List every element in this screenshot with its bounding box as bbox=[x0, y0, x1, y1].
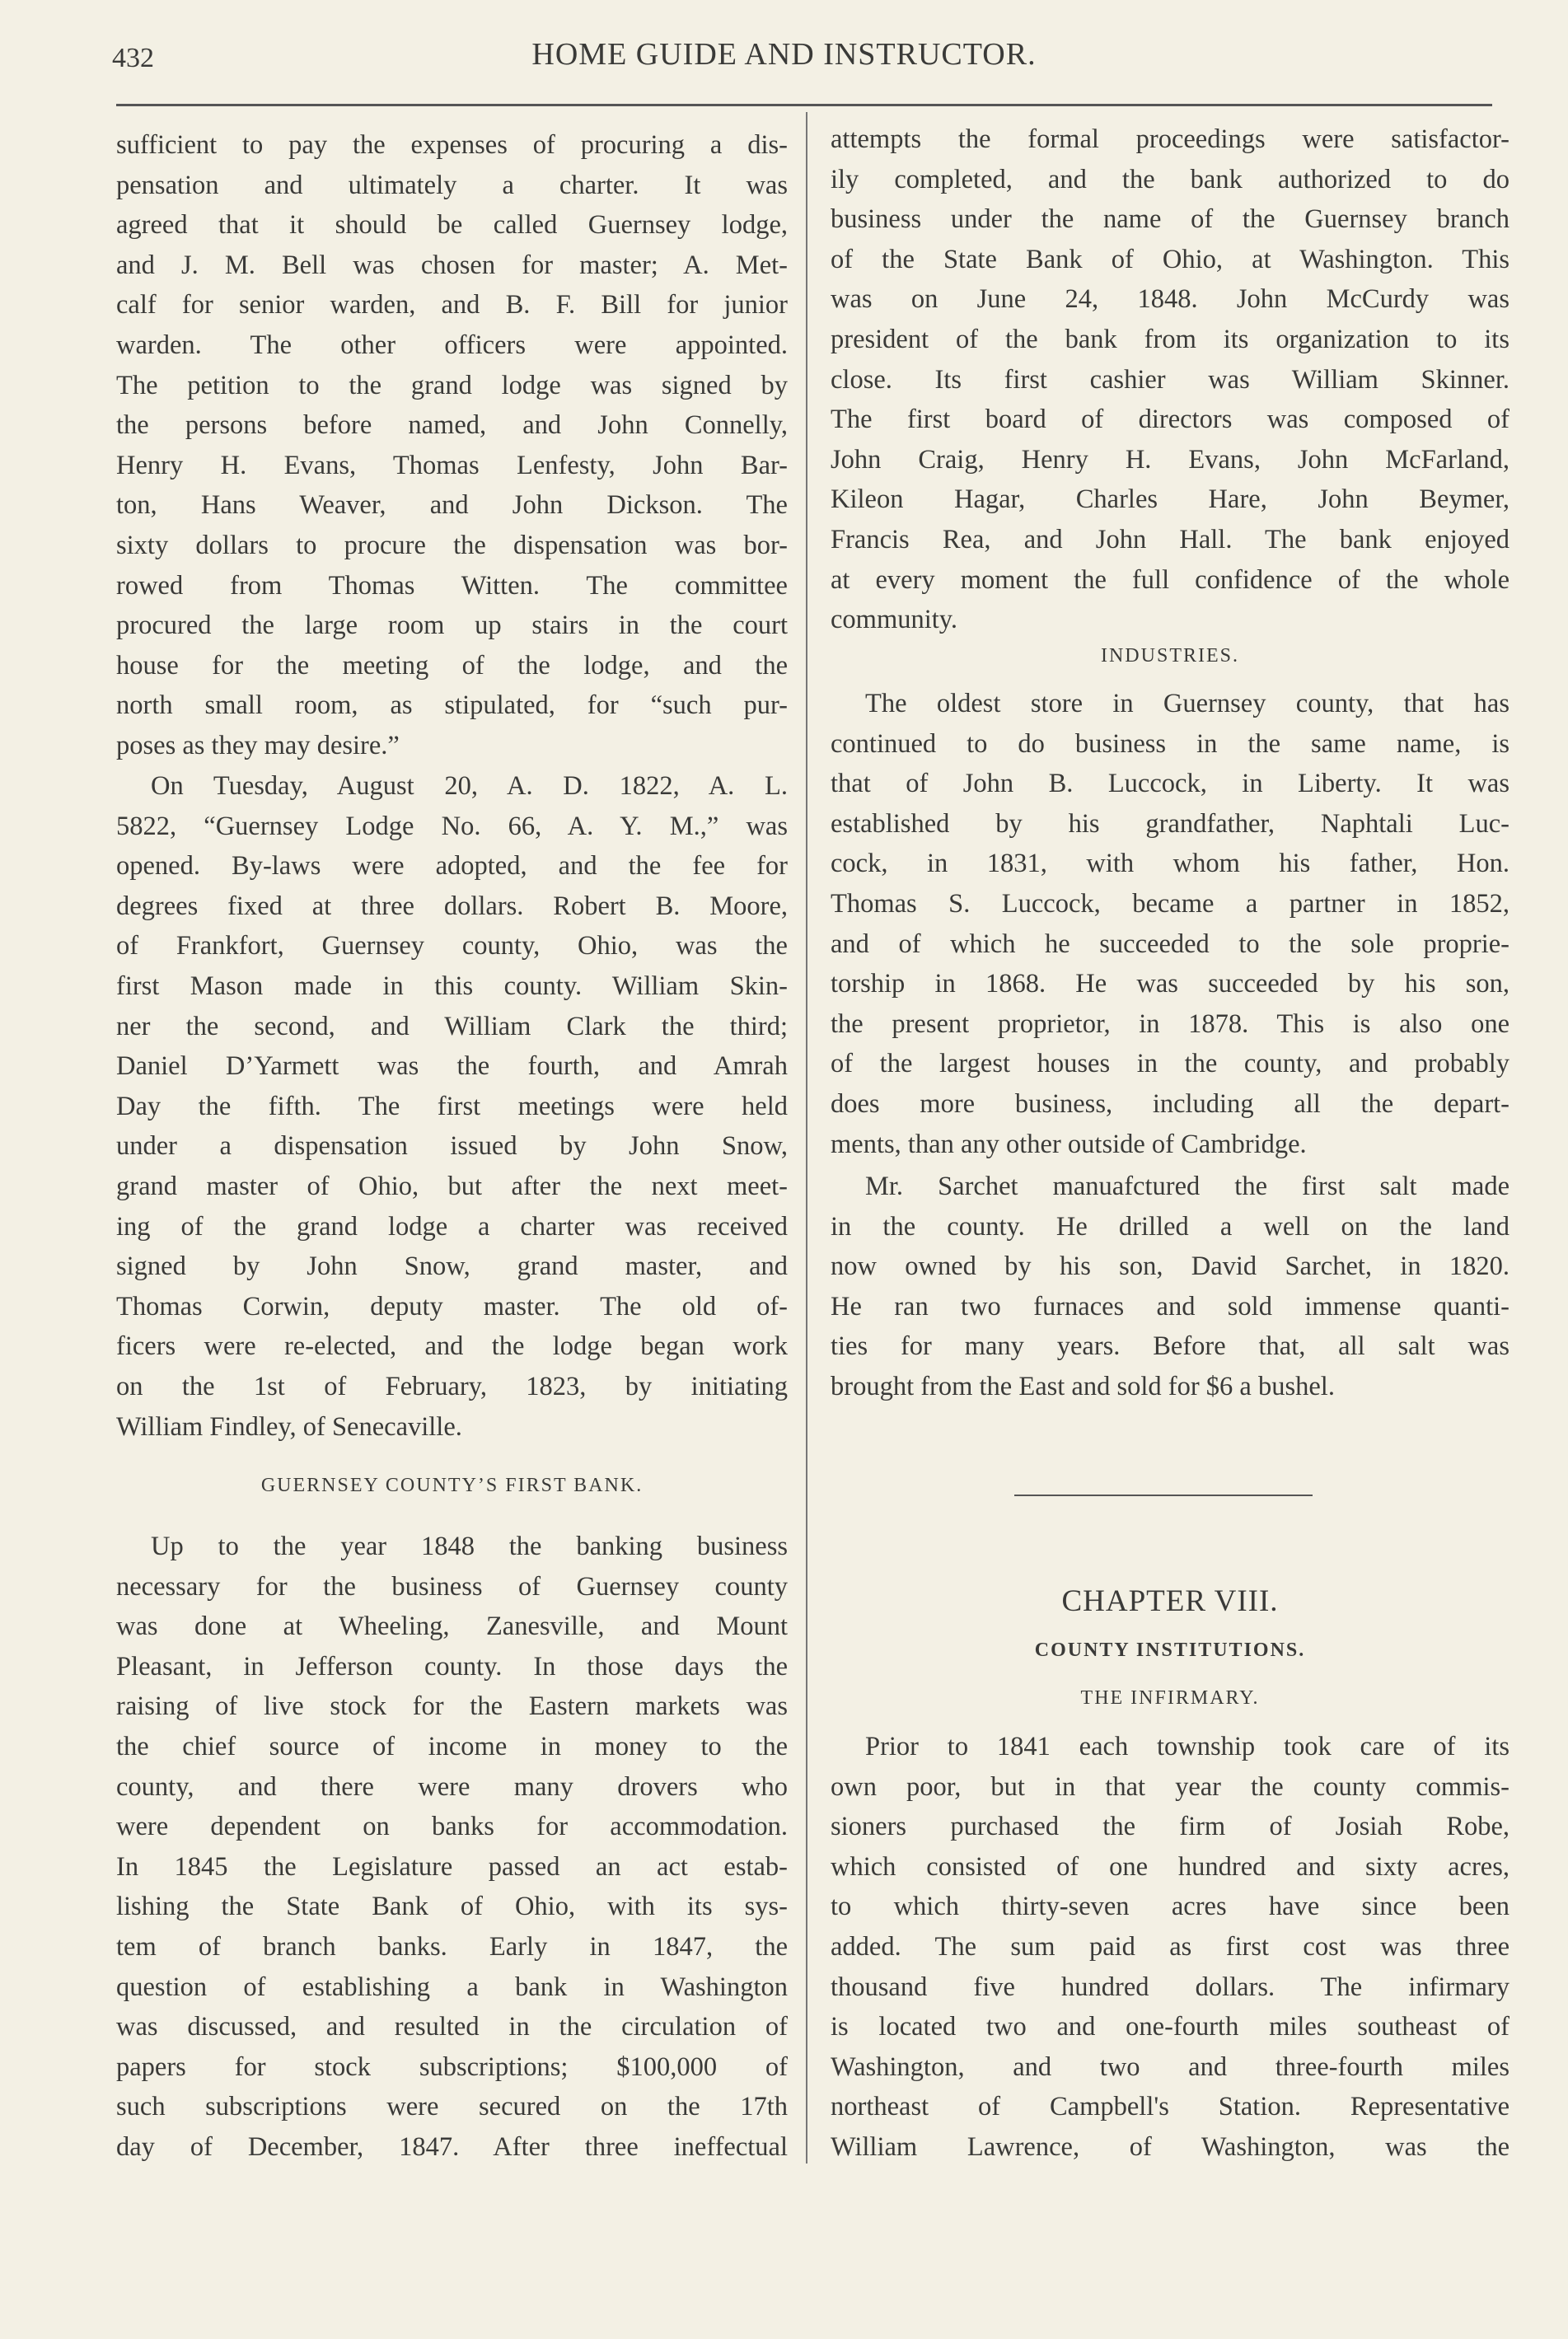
text-line: and of which he succeeded to the sole proprie- bbox=[831, 929, 1509, 959]
paragraph bbox=[831, 684, 1509, 1164]
text-line: Prior to 1841 each township took care of its bbox=[865, 1732, 1509, 1761]
paragraph bbox=[116, 766, 788, 1447]
text-line: of the State Bank of Ohio, at Washington. This bbox=[831, 244, 1509, 274]
text-line: cock, in 1831, with whom his father, Hon. bbox=[831, 849, 1509, 879]
text-line: signed by John Snow, grand master, and bbox=[116, 1251, 788, 1282]
text-line: does more business, including all the depart- bbox=[831, 1088, 1509, 1119]
text-line: ton, Hans Weaver, and John Dickson. The bbox=[116, 490, 788, 521]
text-line: The oldest store in Guernsey county, that has bbox=[865, 689, 1509, 718]
text-line: procured the large room up stairs in the court bbox=[116, 610, 788, 641]
text-line: tem of branch banks. Early in 1847, the bbox=[116, 1931, 788, 1962]
text-line: the chief source of income in money to the bbox=[116, 1731, 788, 1761]
text-line: opened. By-laws were adopted, and the fee for bbox=[116, 851, 788, 882]
text-line: Thomas S. Luccock, became a partner in 1852, bbox=[831, 888, 1509, 919]
text-line: Washington, and two and three-fourth miles bbox=[831, 2051, 1509, 2082]
text-line: necessary for the business of Guernsey county bbox=[116, 1571, 788, 1602]
text-line: ments, than any other outside of Cambridge. bbox=[831, 1129, 1307, 1159]
text-line: Day the fifth. The first meetings were held bbox=[116, 1091, 788, 1121]
text-line: which consisted of one hundred and sixty acres, bbox=[831, 1851, 1509, 1882]
paragraph bbox=[831, 1727, 1509, 2168]
text-line: now owned by his son, David Sarchet, in 1820. bbox=[831, 1251, 1509, 1282]
text-line: day of December, 1847. After three ineffectual bbox=[116, 2131, 788, 2162]
text-line: Kileon Hagar, Charles Hare, John Beymer, bbox=[831, 484, 1509, 515]
text-line: business under the name of the Guernsey branch bbox=[831, 204, 1509, 235]
text-line: Thomas Corwin, deputy master. The old of- bbox=[116, 1291, 788, 1322]
text-line: agreed that it should be called Guernsey lodge, bbox=[116, 210, 788, 241]
text-line: president of the bank from its organization to its bbox=[831, 324, 1509, 354]
text-line: is located two and one-fourth miles southeast of bbox=[831, 2012, 1509, 2042]
text-line: ing of the grand lodge a charter was received bbox=[116, 1211, 788, 1242]
text-line: added. The sum paid as first cost was three bbox=[831, 1931, 1509, 1962]
text-line: the persons before named, and John Connelly, bbox=[116, 410, 788, 441]
text-line: grand master of Ohio, but after the next meet- bbox=[116, 1171, 788, 1201]
text-line: sixty dollars to procure the dispensation was bor- bbox=[116, 530, 788, 560]
chapter-subtitle: COUNTY INSTITUTIONS. bbox=[1034, 1640, 1306, 1661]
text-line: Henry H. Evans, Thomas Lenfesty, John Bar- bbox=[116, 450, 788, 480]
running-title: HOME GUIDE AND INSTRUCTOR. bbox=[531, 37, 1037, 72]
text-line: county, and there were many drovers who bbox=[116, 1771, 788, 1802]
text-line: ily completed, and the bank authorized to do bbox=[831, 164, 1509, 194]
text-line: sioners purchased the firm of Josiah Robe, bbox=[831, 1812, 1509, 1842]
paragraph bbox=[831, 119, 1509, 640]
text-line: papers for stock subscriptions; $100,000 of bbox=[116, 2051, 788, 2082]
text-line: He ran two furnaces and sold immense quanti- bbox=[831, 1291, 1509, 1322]
section-heading: GUERNSEY COUNTY’S FIRST BANK. bbox=[260, 1475, 644, 1496]
text-line: at every moment the full confidence of the whole bbox=[831, 564, 1509, 595]
text-line: brought from the East and sold for $6 a bushel. bbox=[831, 1371, 1335, 1401]
text-line: of Frankfort, Guernsey county, Ohio, was the bbox=[116, 931, 788, 961]
section-rule bbox=[1014, 1495, 1313, 1496]
text-line: was on June 24, 1848. John McCurdy was bbox=[831, 284, 1509, 315]
text-line: Pleasant, in Jefferson county. In those days the bbox=[116, 1651, 788, 1682]
text-line: and J. M. Bell was chosen for master; A. Met- bbox=[116, 250, 788, 280]
text-line: such subscriptions were secured on the 17th bbox=[116, 2092, 788, 2122]
text-line: warden. The other officers were appointed. bbox=[116, 330, 788, 360]
header-rule bbox=[116, 104, 1492, 106]
text-line: William Findley, of Senecaville. bbox=[116, 1411, 462, 1442]
text-line: William Lawrence, of Washington, was the bbox=[831, 2131, 1509, 2162]
text-line: On Tuesday, August 20, A. D. 1822, A. L. bbox=[151, 771, 788, 801]
text-line: poses as they may desire.” bbox=[116, 730, 400, 760]
paragraph bbox=[116, 125, 788, 766]
text-line: In 1845 the Legislature passed an act estab- bbox=[116, 1851, 788, 1882]
text-line: close. Its first cashier was William Skinner. bbox=[831, 364, 1509, 395]
text-line: community. bbox=[831, 605, 958, 635]
text-line: The petition to the grand lodge was signed by bbox=[116, 370, 788, 400]
text-line: sufficient to pay the expenses of procuring a dis- bbox=[116, 130, 788, 160]
text-line: torship in 1868. He was succeeded by his son, bbox=[831, 969, 1509, 999]
text-line: Mr. Sarchet manuafctured the first salt made bbox=[865, 1172, 1509, 1201]
text-line: that of John B. Luccock, in Liberty. It was bbox=[831, 769, 1509, 799]
text-line: was done at Wheeling, Zanesville, and Mount bbox=[116, 1612, 788, 1642]
paragraph bbox=[116, 1527, 788, 2168]
text-line: in the county. He drilled a well on the land bbox=[831, 1211, 1509, 1242]
text-line: degrees fixed at three dollars. Robert B. Moore, bbox=[116, 891, 788, 921]
text-line: ficers were re-elected, and the lodge began work bbox=[116, 1331, 788, 1362]
text-line: pensation and ultimately a charter. It was bbox=[116, 170, 788, 200]
text-line: ties for many years. Before that, all salt was bbox=[831, 1331, 1509, 1362]
text-line: John Craig, Henry H. Evans, John McFarland, bbox=[831, 444, 1509, 475]
text-line: of the largest houses in the county, and probably bbox=[831, 1049, 1509, 1079]
text-line: lishing the State Bank of Ohio, with its sys- bbox=[116, 1892, 788, 1922]
text-line: Daniel D’Yarmett was the fourth, and Amrah bbox=[116, 1051, 788, 1082]
text-line: north small room, as stipulated, for “such pur- bbox=[116, 690, 788, 721]
text-line: thousand five hundred dollars. The infirmary bbox=[831, 1972, 1509, 2002]
column-divider bbox=[806, 112, 807, 2164]
text-line: continued to do business in the same name, is bbox=[831, 728, 1509, 759]
text-line: attempts the formal proceedings were satisfactor- bbox=[831, 124, 1509, 154]
text-line: Francis Rea, and John Hall. The bank enjoyed bbox=[831, 524, 1509, 554]
text-line: established by his grandfather, Naphtali Luc- bbox=[831, 808, 1509, 839]
text-line: own poor, but in that year the county commis- bbox=[831, 1771, 1509, 1802]
text-line: house for the meeting of the lodge, and the bbox=[116, 650, 788, 681]
section-heading: INDUSTRIES. bbox=[1100, 645, 1239, 667]
text-line: raising of live stock for the Eastern markets was bbox=[116, 1691, 788, 1722]
text-line: to which thirty-seven acres have since been bbox=[831, 1892, 1509, 1922]
text-line: under a dispensation issued by John Snow, bbox=[116, 1131, 788, 1162]
text-line: first Mason made in this county. William Skin- bbox=[116, 971, 788, 1001]
text-line: calf for senior warden, and B. F. Bill for junior bbox=[116, 290, 788, 320]
text-line: ner the second, and William Clark the third; bbox=[116, 1011, 788, 1041]
text-line: The first board of directors was composed of bbox=[831, 405, 1509, 435]
chapter-title: CHAPTER VIII. bbox=[1061, 1584, 1279, 1618]
text-line: Up to the year 1848 the banking business bbox=[151, 1532, 788, 1561]
text-line: question of establishing a bank in Washington bbox=[116, 1972, 788, 2002]
text-line: the present proprietor, in 1878. This is also one bbox=[831, 1008, 1509, 1039]
text-line: northeast of Campbell's Station. Representative bbox=[831, 2092, 1509, 2122]
text-line: rowed from Thomas Witten. The committee bbox=[116, 570, 788, 601]
text-line: 5822, “Guernsey Lodge No. 66, A. Y. M.,” was bbox=[116, 811, 788, 841]
text-line: were dependent on banks for accommodation. bbox=[116, 1812, 788, 1842]
paragraph bbox=[831, 1167, 1509, 1407]
page-number: 432 bbox=[112, 43, 154, 73]
text-line: was discussed, and resulted in the circulation of bbox=[116, 2012, 788, 2042]
section-heading: THE INFIRMARY. bbox=[1080, 1687, 1260, 1709]
text-line: on the 1st of February, 1823, by initiating bbox=[116, 1371, 788, 1401]
